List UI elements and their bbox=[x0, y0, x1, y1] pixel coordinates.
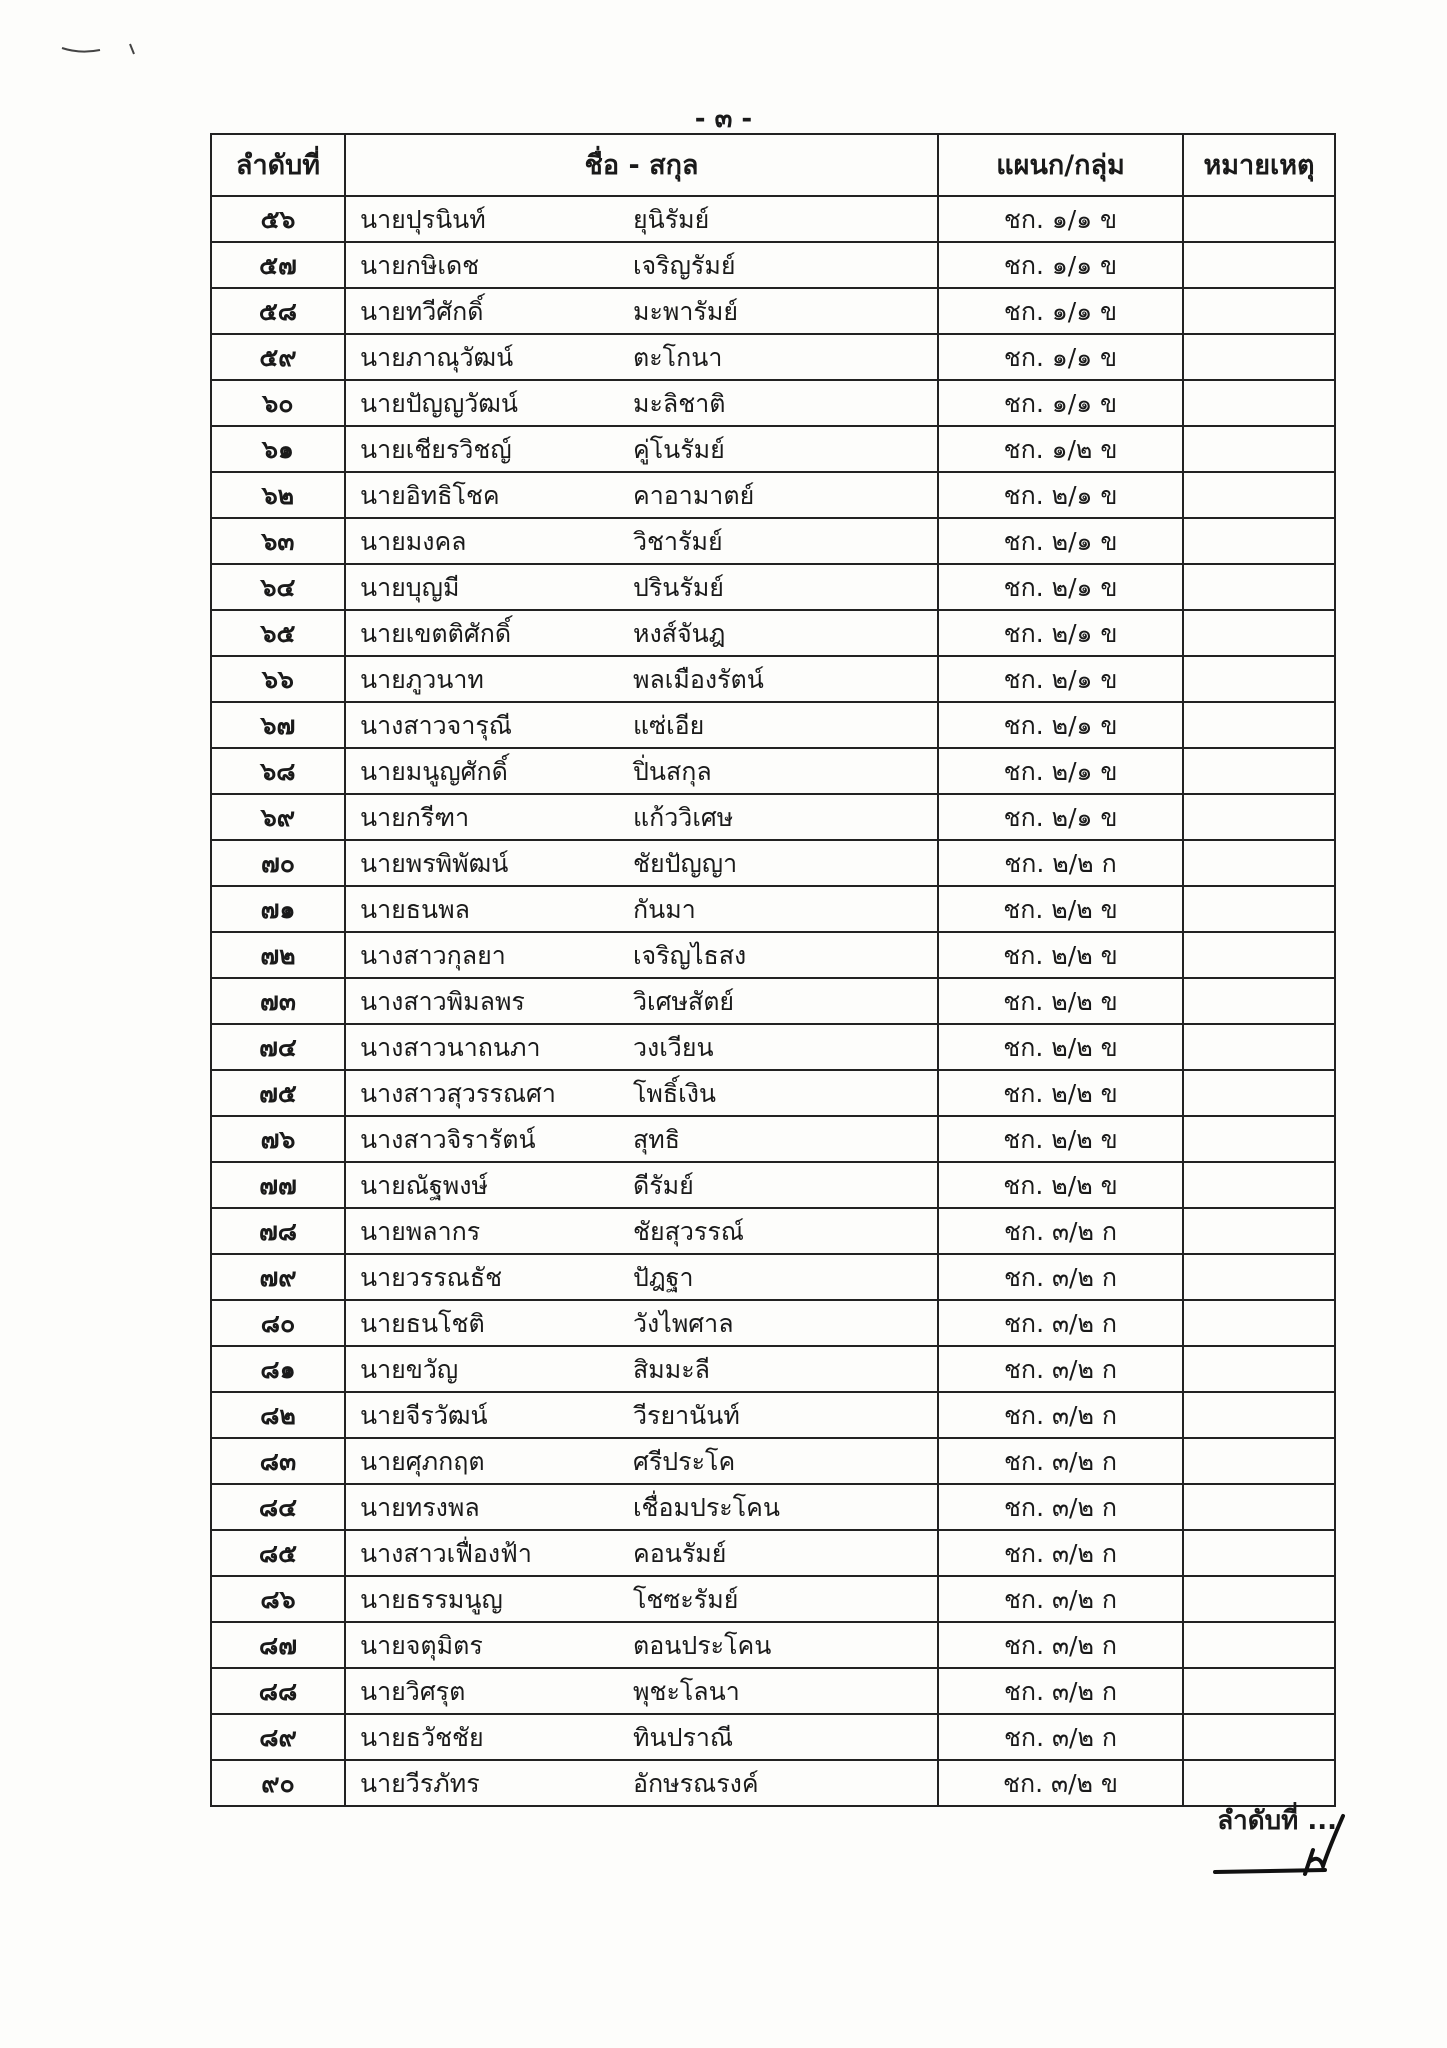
department: ชก. ๒/๒ ข bbox=[938, 932, 1183, 978]
remark bbox=[1183, 1392, 1335, 1438]
table-row bbox=[211, 978, 1335, 1024]
header-remark: หมายเหตุ bbox=[1183, 134, 1335, 196]
first-name: นางสาวนาถนภา bbox=[345, 1024, 625, 1070]
table-row bbox=[211, 196, 1335, 242]
row-number: ๖๓ bbox=[211, 518, 345, 564]
department: ชก. ๒/๒ ข bbox=[938, 1070, 1183, 1116]
department: ชก. ๒/๑ ข bbox=[938, 564, 1183, 610]
department: ชก. ๑/๑ ข bbox=[938, 196, 1183, 242]
department: ชก. ๓/๒ ก bbox=[938, 1576, 1183, 1622]
row-number: ๘๐ bbox=[211, 1300, 345, 1346]
signature-mark bbox=[1205, 1810, 1355, 1894]
remark bbox=[1183, 1714, 1335, 1760]
remark bbox=[1183, 1576, 1335, 1622]
department: ชก. ๓/๒ ก bbox=[938, 1208, 1183, 1254]
first-name: นายจีรวัฒน์ bbox=[345, 1392, 625, 1438]
first-name: นางสาวจารุณี bbox=[345, 702, 625, 748]
table-row bbox=[211, 564, 1335, 610]
row-number: ๗๗ bbox=[211, 1162, 345, 1208]
first-name: นายภูวนาท bbox=[345, 656, 625, 702]
remark bbox=[1183, 610, 1335, 656]
remark bbox=[1183, 472, 1335, 518]
department: ชก. ๓/๒ ก bbox=[938, 1254, 1183, 1300]
page-number: - ๓ - bbox=[694, 104, 753, 134]
table-row bbox=[211, 1530, 1335, 1576]
department: ชก. ๑/๑ ข bbox=[938, 288, 1183, 334]
row-number: ๙๐ bbox=[211, 1760, 345, 1806]
table-row bbox=[211, 1392, 1335, 1438]
last-name: เชื่อมประโคน bbox=[625, 1484, 938, 1530]
last-name: ปิ่นสกุล bbox=[625, 748, 938, 794]
last-name: แซ่เอีย bbox=[625, 702, 938, 748]
table-row bbox=[211, 794, 1335, 840]
last-name: วิเศษสัตย์ bbox=[625, 978, 938, 1024]
table-row bbox=[211, 1668, 1335, 1714]
department: ชก. ๒/๑ ข bbox=[938, 656, 1183, 702]
row-number: ๘๓ bbox=[211, 1438, 345, 1484]
row-number: ๖๘ bbox=[211, 748, 345, 794]
remark bbox=[1183, 1346, 1335, 1392]
row-number: ๘๔ bbox=[211, 1484, 345, 1530]
department: ชก. ๒/๒ ข bbox=[938, 1162, 1183, 1208]
table-row bbox=[211, 518, 1335, 564]
first-name: นายมงคล bbox=[345, 518, 625, 564]
first-name: นายกรีฑา bbox=[345, 794, 625, 840]
table-row bbox=[211, 1760, 1335, 1806]
table-row bbox=[211, 1622, 1335, 1668]
last-name: คอนรัมย์ bbox=[625, 1530, 938, 1576]
remark bbox=[1183, 1162, 1335, 1208]
last-name: มะลิชาติ bbox=[625, 380, 938, 426]
first-name: นายศุภกฤต bbox=[345, 1438, 625, 1484]
last-name: ทินปราณี bbox=[625, 1714, 938, 1760]
remark bbox=[1183, 1070, 1335, 1116]
department: ชก. ๓/๒ ก bbox=[938, 1392, 1183, 1438]
department: ชก. ๒/๑ ข bbox=[938, 472, 1183, 518]
last-name: พุชะโลนา bbox=[625, 1668, 938, 1714]
first-name: นายณัฐพงษ์ bbox=[345, 1162, 625, 1208]
first-name: นายอิทธิโชค bbox=[345, 472, 625, 518]
department: ชก. ๓/๒ ก bbox=[938, 1438, 1183, 1484]
remark bbox=[1183, 518, 1335, 564]
department: ชก. ๒/๒ ข bbox=[938, 978, 1183, 1024]
first-name: นายขวัญ bbox=[345, 1346, 625, 1392]
last-name: วังไพศาล bbox=[625, 1300, 938, 1346]
last-name: ตะโกนา bbox=[625, 334, 938, 380]
header-name: ชื่อ - สกุล bbox=[345, 134, 938, 196]
last-name: สุทธิ bbox=[625, 1116, 938, 1162]
last-name: สิมมะลี bbox=[625, 1346, 938, 1392]
row-number: ๗๙ bbox=[211, 1254, 345, 1300]
remark bbox=[1183, 748, 1335, 794]
header-department: แผนก/กลุ่ม bbox=[938, 134, 1183, 196]
table-row bbox=[211, 334, 1335, 380]
table-row bbox=[211, 1070, 1335, 1116]
remark bbox=[1183, 1530, 1335, 1576]
remark bbox=[1183, 426, 1335, 472]
first-name: นายธนพล bbox=[345, 886, 625, 932]
remark bbox=[1183, 1254, 1335, 1300]
first-name: นายมนูญศักดิ์ bbox=[345, 748, 625, 794]
first-name: นายวรรณธัช bbox=[345, 1254, 625, 1300]
department: ชก. ๓/๒ ก bbox=[938, 1484, 1183, 1530]
row-number: ๖๖ bbox=[211, 656, 345, 702]
roster-body bbox=[211, 196, 1335, 1806]
table-row bbox=[211, 610, 1335, 656]
first-name: นายบุญมี bbox=[345, 564, 625, 610]
last-name: ชัยปัญญา bbox=[625, 840, 938, 886]
row-number: ๖๙ bbox=[211, 794, 345, 840]
first-name: นางสาวพิมลพร bbox=[345, 978, 625, 1024]
row-number: ๗๓ bbox=[211, 978, 345, 1024]
last-name: วีรยานันท์ bbox=[625, 1392, 938, 1438]
remark bbox=[1183, 1484, 1335, 1530]
first-name: นางสาวจิรารัตน์ bbox=[345, 1116, 625, 1162]
row-number: ๗๑ bbox=[211, 886, 345, 932]
first-name: นายจตุมิตร bbox=[345, 1622, 625, 1668]
row-number: ๘๖ bbox=[211, 1576, 345, 1622]
row-number: ๘๒ bbox=[211, 1392, 345, 1438]
header-order: ลำดับที่ bbox=[211, 134, 345, 196]
remark bbox=[1183, 702, 1335, 748]
remark bbox=[1183, 1116, 1335, 1162]
remark bbox=[1183, 288, 1335, 334]
last-name: มะพารัมย์ bbox=[625, 288, 938, 334]
last-name: ปัฎฐา bbox=[625, 1254, 938, 1300]
department: ชก. ๑/๑ ข bbox=[938, 380, 1183, 426]
last-name: แก้ววิเศษ bbox=[625, 794, 938, 840]
first-name: นายพรพิพัฒน์ bbox=[345, 840, 625, 886]
row-number: ๖๕ bbox=[211, 610, 345, 656]
last-name: ยุนิรัมย์ bbox=[625, 196, 938, 242]
table-row bbox=[211, 472, 1335, 518]
table-row bbox=[211, 288, 1335, 334]
last-name: วิชารัมย์ bbox=[625, 518, 938, 564]
last-name: คู่โนรัมย์ bbox=[625, 426, 938, 472]
department: ชก. ๑/๒ ข bbox=[938, 426, 1183, 472]
remark bbox=[1183, 380, 1335, 426]
first-name: นายธรรมนูญ bbox=[345, 1576, 625, 1622]
row-number: ๕๘ bbox=[211, 288, 345, 334]
first-name: นายปุรนินท์ bbox=[345, 196, 625, 242]
table-row bbox=[211, 426, 1335, 472]
table-row bbox=[211, 1208, 1335, 1254]
department: ชก. ๒/๑ ข bbox=[938, 794, 1183, 840]
remark bbox=[1183, 196, 1335, 242]
last-name: ตอนประโคน bbox=[625, 1622, 938, 1668]
department: ชก. ๓/๒ ก bbox=[938, 1714, 1183, 1760]
department: ชก. ๒/๒ ข bbox=[938, 1116, 1183, 1162]
remark bbox=[1183, 242, 1335, 288]
remark bbox=[1183, 840, 1335, 886]
table-row bbox=[211, 748, 1335, 794]
table-row bbox=[211, 242, 1335, 288]
last-name: ชัยสุวรรณ์ bbox=[625, 1208, 938, 1254]
department: ชก. ๑/๑ ข bbox=[938, 334, 1183, 380]
table-row bbox=[211, 1162, 1335, 1208]
last-name: ดีรัมย์ bbox=[625, 1162, 938, 1208]
remark bbox=[1183, 794, 1335, 840]
table-row bbox=[211, 380, 1335, 426]
table-row bbox=[211, 932, 1335, 978]
department: ชก. ๓/๒ ก bbox=[938, 1300, 1183, 1346]
department: ชก. ๒/๒ ข bbox=[938, 1024, 1183, 1070]
department: ชก. ๒/๑ ข bbox=[938, 610, 1183, 656]
department: ชก. ๒/๒ ข bbox=[938, 886, 1183, 932]
remark bbox=[1183, 564, 1335, 610]
remark bbox=[1183, 656, 1335, 702]
first-name: นายภาณุวัฒน์ bbox=[345, 334, 625, 380]
row-number: ๖๐ bbox=[211, 380, 345, 426]
last-name: ศรีประโค bbox=[625, 1438, 938, 1484]
table-row bbox=[211, 656, 1335, 702]
row-number: ๕๗ bbox=[211, 242, 345, 288]
remark bbox=[1183, 886, 1335, 932]
last-name: คาอามาตย์ bbox=[625, 472, 938, 518]
table-row bbox=[211, 1254, 1335, 1300]
department: ชก. ๓/๒ ก bbox=[938, 1530, 1183, 1576]
table-row bbox=[211, 1024, 1335, 1070]
row-number: ๘๗ bbox=[211, 1622, 345, 1668]
scan-artifact bbox=[60, 40, 150, 64]
last-name: เจริญไธสง bbox=[625, 932, 938, 978]
remark bbox=[1183, 334, 1335, 380]
first-name: นายเขตติศักดิ์ bbox=[345, 610, 625, 656]
last-name: พลเมืองรัตน์ bbox=[625, 656, 938, 702]
department: ชก. ๓/๒ ก bbox=[938, 1668, 1183, 1714]
table-row bbox=[211, 1300, 1335, 1346]
row-number: ๘๘ bbox=[211, 1668, 345, 1714]
table-header-row bbox=[211, 134, 1335, 196]
first-name: นายธนโชติ bbox=[345, 1300, 625, 1346]
table-row bbox=[211, 1438, 1335, 1484]
row-number: ๗๒ bbox=[211, 932, 345, 978]
first-name: นางสาวกุลยา bbox=[345, 932, 625, 978]
first-name: นายพลากร bbox=[345, 1208, 625, 1254]
row-number: ๗๐ bbox=[211, 840, 345, 886]
department: ชก. ๒/๑ ข bbox=[938, 702, 1183, 748]
row-number: ๗๕ bbox=[211, 1070, 345, 1116]
last-name: หงส์จันฎ bbox=[625, 610, 938, 656]
first-name: นายทวีศักดิ์ bbox=[345, 288, 625, 334]
department: ชก. ๑/๑ ข bbox=[938, 242, 1183, 288]
table-row bbox=[211, 1346, 1335, 1392]
first-name: นายกษิเดช bbox=[345, 242, 625, 288]
table-row bbox=[211, 1576, 1335, 1622]
row-number: ๘๕ bbox=[211, 1530, 345, 1576]
table-row bbox=[211, 1484, 1335, 1530]
first-name: นายวิศรุต bbox=[345, 1668, 625, 1714]
department: ชก. ๓/๒ ก bbox=[938, 1622, 1183, 1668]
remark bbox=[1183, 932, 1335, 978]
remark bbox=[1183, 1208, 1335, 1254]
last-name: เจริญรัมย์ bbox=[625, 242, 938, 288]
first-name: นางสาวเฟื่องฟ้า bbox=[345, 1530, 625, 1576]
row-number: ๗๖ bbox=[211, 1116, 345, 1162]
department: ชก. ๓/๒ ข bbox=[938, 1760, 1183, 1806]
remark bbox=[1183, 1438, 1335, 1484]
remark bbox=[1183, 1024, 1335, 1070]
row-number: ๖๔ bbox=[211, 564, 345, 610]
remark bbox=[1183, 1300, 1335, 1346]
table-row bbox=[211, 840, 1335, 886]
remark bbox=[1183, 1622, 1335, 1668]
row-number: ๗๔ bbox=[211, 1024, 345, 1070]
last-name: กันมา bbox=[625, 886, 938, 932]
last-name: ปรินรัมย์ bbox=[625, 564, 938, 610]
row-number: ๘๑ bbox=[211, 1346, 345, 1392]
first-name: นายทรงพล bbox=[345, 1484, 625, 1530]
table-row bbox=[211, 886, 1335, 932]
row-number: ๖๑ bbox=[211, 426, 345, 472]
first-name: นางสาวสุวรรณศา bbox=[345, 1070, 625, 1116]
table-row bbox=[211, 1116, 1335, 1162]
table-row bbox=[211, 702, 1335, 748]
row-number: ๕๖ bbox=[211, 196, 345, 242]
remark bbox=[1183, 1668, 1335, 1714]
last-name: โพธิ์เงิน bbox=[625, 1070, 938, 1116]
row-number: ๖๒ bbox=[211, 472, 345, 518]
first-name: นายวีรภัทร bbox=[345, 1760, 625, 1806]
continuation-note: ลำดับที่ ... bbox=[1217, 1806, 1337, 1836]
first-name: นายธวัชชัย bbox=[345, 1714, 625, 1760]
last-name: โชซะรัมย์ bbox=[625, 1576, 938, 1622]
row-number: ๕๙ bbox=[211, 334, 345, 380]
department: ชก. ๒/๒ ก bbox=[938, 840, 1183, 886]
row-number: ๗๘ bbox=[211, 1208, 345, 1254]
department: ชก. ๒/๑ ข bbox=[938, 748, 1183, 794]
last-name: อักษรณรงค์ bbox=[625, 1760, 938, 1806]
first-name: นายปัญญวัฒน์ bbox=[345, 380, 625, 426]
department: ชก. ๓/๒ ก bbox=[938, 1346, 1183, 1392]
department: ชก. ๒/๑ ข bbox=[938, 518, 1183, 564]
row-number: ๘๙ bbox=[211, 1714, 345, 1760]
roster-table bbox=[210, 133, 1336, 1807]
first-name: นายเชียรวิชญ์ bbox=[345, 426, 625, 472]
table-row bbox=[211, 1714, 1335, 1760]
row-number: ๖๗ bbox=[211, 702, 345, 748]
remark bbox=[1183, 978, 1335, 1024]
last-name: วงเวียน bbox=[625, 1024, 938, 1070]
